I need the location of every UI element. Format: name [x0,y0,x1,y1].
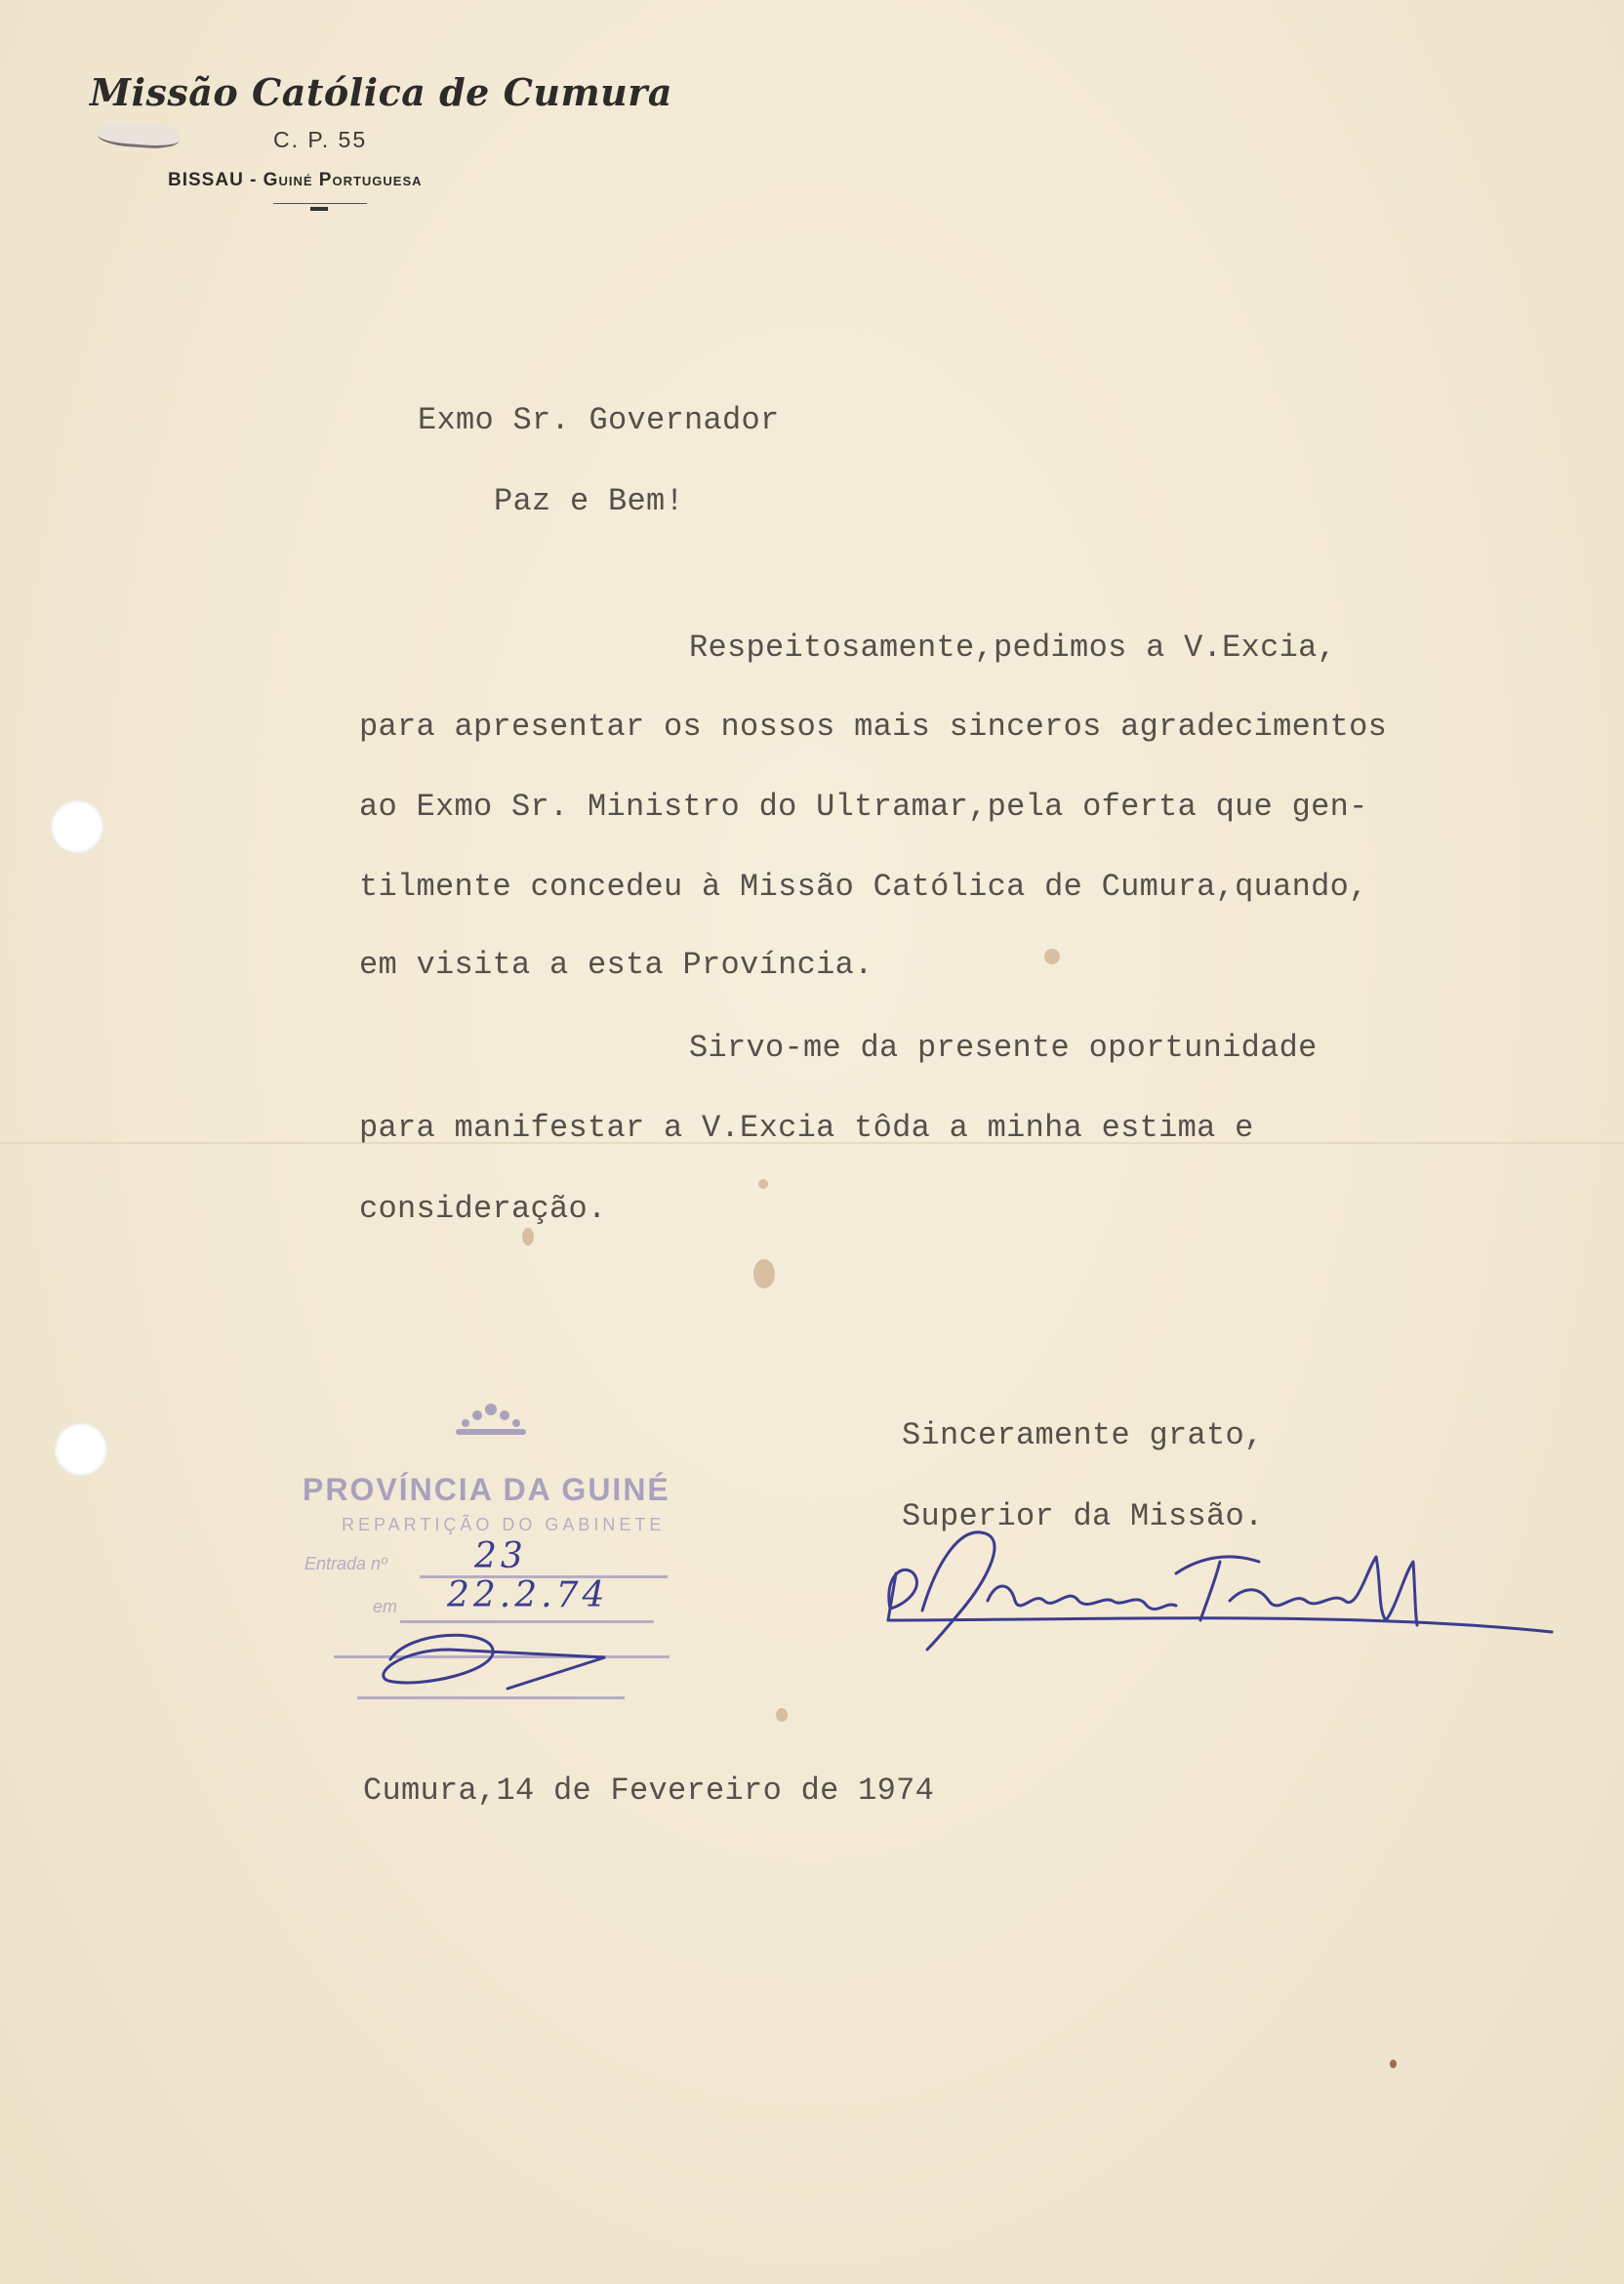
closing: Sinceramente grato, [902,1417,1264,1453]
paragraph1-line: ao Exmo Sr. Ministro do Ultramar,pela oferta que gen- [359,789,1368,825]
salutation: Exmo Sr. Governador [418,402,780,438]
stamp-line2: REPARTIÇÃO DO GABINETE [342,1515,666,1534]
signer-title: Superior da Missão. [902,1498,1264,1534]
paragraph1-line: para apresentar os nossos mais sinceros agradecimentos [359,709,1388,745]
letterhead-city: BISSAU - Guiné Portuguesa [168,170,423,190]
stamp-date-value: 22.2.74 [447,1575,609,1615]
letterhead-name: Missão Católica de Cumura [90,70,672,114]
paragraph1-line: tilmente concedeu à Missão Católica de Cumura,quando, [359,869,1368,905]
paragraph1-line: em visita a esta Província. [359,947,873,983]
stamp-entry-number: 23 [474,1536,527,1576]
stamp-line1: PROVÍNCIA DA GUINÉ [303,1472,670,1507]
stamp-entry-label: Entrada nº [304,1554,387,1573]
place-date: Cumura,14 de Fevereiro de 1974 [363,1773,935,1809]
paragraph2-line: consideração. [359,1191,607,1227]
stamp-date-label: em [373,1597,398,1616]
paragraph2-line: para manifestar a V.Excia tôda a minha estima e [359,1110,1254,1146]
letterhead-po-box: C. P. 55 [273,127,368,152]
paragraph2-line: Sirvo-me da presente oportunidade [689,1030,1318,1066]
paragraph1-line: Respeitosamente,pedimos a V.Excia, [689,630,1337,666]
greeting: Paz e Bem! [494,483,685,519]
